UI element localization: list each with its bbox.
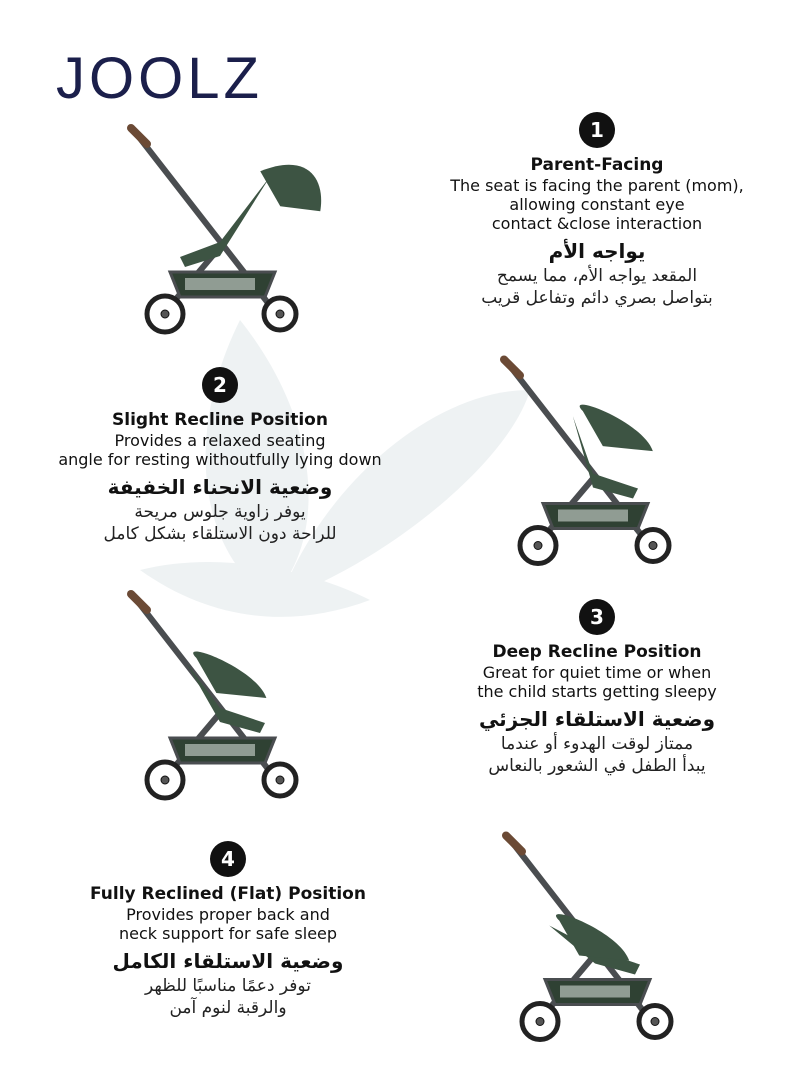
arabic-description-line: ممتاز لوقت الهدوء أو عندما [500, 734, 694, 754]
section-title: Deep Recline Position [492, 642, 702, 662]
description-line: angle for resting withoutfully lying down [58, 450, 382, 469]
stroller-frame [504, 360, 653, 544]
section-title: Slight Recline Position [112, 410, 328, 430]
description-line: Provides proper back and [126, 905, 330, 924]
step-number-badge: 2 [202, 367, 238, 403]
step-number-badge: 3 [579, 599, 615, 635]
arabic-description-line: يبدأ الطفل في الشعور بالنعاس [488, 756, 706, 776]
description-line: Great for quiet time or when [482, 663, 712, 682]
arabic-title: وضعية الاستلقاء الجزئي [478, 707, 716, 731]
arabic-description-line: والرقبة لنوم آمن [169, 998, 287, 1018]
description-line: neck support for safe sleep [118, 924, 338, 943]
section-slight-recline [40, 367, 400, 545]
section-flat-recline [48, 841, 408, 1019]
section-title: Parent-Facing [530, 155, 664, 175]
section-deep-recline [417, 599, 777, 777]
step-number-badge: 4 [210, 841, 246, 877]
step-number-badge: 1 [579, 112, 615, 148]
description-line: allowing constant eye [509, 195, 685, 214]
arabic-description-line: يوفر زاوية جلوس مريحة [134, 502, 306, 522]
stroller-frame [131, 594, 275, 778]
arabic-title: يواجه الأم [548, 239, 646, 263]
stroller-frame [131, 128, 321, 312]
arabic-title: وضعية الانحناء الخفيفة [107, 475, 333, 499]
arabic-description-line: للراحة دون الاستلقاء بشكل كامل [103, 524, 337, 544]
description-line: Provides a relaxed seating [114, 431, 326, 450]
arabic-description-line: المقعد يواجه الأم، مما يسمح [496, 266, 698, 286]
stroller-flat-recline-image [500, 828, 700, 1046]
stroller-frame [506, 836, 650, 1020]
section-title: Fully Reclined (Flat) Position [90, 884, 366, 904]
description-line: the child starts getting sleepy [477, 682, 717, 701]
description-line: contact &close interaction [491, 214, 703, 233]
arabic-description-line: بتواصل بصري دائم وتفاعل قريب [481, 288, 713, 308]
stroller-deep-recline-image [125, 588, 325, 803]
stroller-slight-recline-image [498, 352, 698, 570]
joolz-logo: JOOLZ [56, 46, 263, 111]
section-parent-facing [417, 112, 777, 309]
stroller-parent-facing-image [125, 122, 325, 337]
arabic-title: وضعية الاستلقاء الكامل [112, 949, 344, 973]
description-line: The seat is facing the parent (mom), [450, 176, 744, 195]
arabic-description-line: توفر دعمًا مناسبًا للظهر [145, 976, 311, 996]
